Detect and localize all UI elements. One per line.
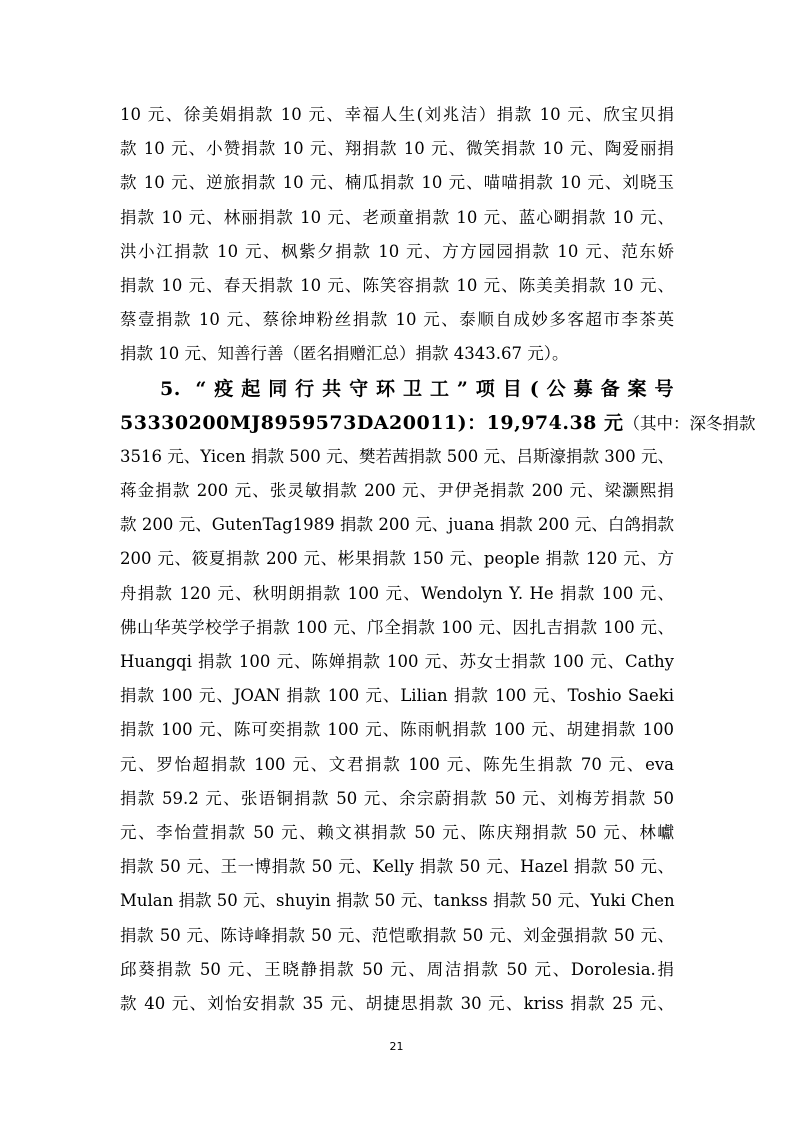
text-line: 洪小江捐款 10 元、枫紫夕捐款 10 元、方方园园捐款 10 元、范东娇 bbox=[120, 241, 674, 261]
section-heading-continued bbox=[120, 406, 756, 440]
text-line: 款 200 元、GutenTag1989 捐款 200 元、juana 捐款 200 元、白鸽捐款 bbox=[120, 515, 674, 535]
text-line: 款 40 元、刘怡安捐款 35 元、胡捷思捐款 30 元、kriss 捐款 25 元、 bbox=[120, 993, 674, 1013]
text-line: 捐款 10 元、林丽捐款 10 元、老顽童捐款 10 元、蓝心朙捐款 10 元、 bbox=[120, 207, 674, 227]
text-line: 佛山华英学校学子捐款 100 元、邝全捐款 100 元、因扎吉捐款 100 元、 bbox=[120, 617, 674, 637]
text-line: 3516 元、Yicen 捐款 500 元、樊若茜捐款 500 元、吕斯濠捐款 300 元、 bbox=[120, 446, 674, 466]
text-line: 10 元、徐美娟捐款 10 元、幸福人生(刘兆洁）捐款 10 元、欣宝贝捐 bbox=[120, 105, 674, 124]
text-line: Huangqi 捐款 100 元、陈婵捐款 100 元、苏女士捐款 100 元、Cathy bbox=[120, 652, 674, 671]
text-line: 邱葵捐款 50 元、王晓静捐款 50 元、周洁捐款 50 元、Dorolesia.捐 bbox=[120, 959, 674, 979]
text-line: Mulan 捐款 50 元、shuyin 捐款 50 元、tankss 捐款 50 元、Yuki Chen bbox=[120, 891, 675, 911]
paragraph-previous-donations bbox=[120, 98, 674, 372]
section-heading-rest: （其中：深冬捐款 bbox=[623, 413, 756, 433]
text-line: 元、罗怡超捐款 100 元、文君捐款 100 元、陈先生捐款 70 元、eva bbox=[120, 754, 674, 774]
text-line: 捐款 10 元、知善行善（匿名捐赠汇总）捐款 4343.67 元）。 bbox=[120, 344, 569, 364]
text-line: 舟捐款 120 元、秋明朗捐款 100 元、Wendolyn Y. He 捐款 100 元、 bbox=[120, 583, 674, 603]
text-line: 元、李怡萱捐款 50 元、赖文祺捐款 50 元、陈庆翔捐款 50 元、林巘 bbox=[120, 822, 674, 842]
text-line: 捐款 10 元、春天捐款 10 元、陈笑容捐款 10 元、陈美美捐款 10 元、 bbox=[120, 275, 674, 295]
section-heading-amount: 53330200MJ8959573DA20011)：19,974.38 元 bbox=[120, 411, 624, 434]
text-line: 蒋金捐款 200 元、张灵敏捐款 200 元、尹伊尧捐款 200 元、梁灏熙捐 bbox=[120, 481, 674, 501]
text-line: 蔡壹捐款 10 元、蔡徐坤粉丝捐款 10 元、泰顺自成妙多客超市李茶英 bbox=[120, 310, 674, 330]
text-line: 款 10 元、小赞捐款 10 元、翔捐款 10 元、微笑捐款 10 元、陶爱丽捐 bbox=[120, 139, 674, 159]
page-number: 21 bbox=[389, 1040, 404, 1053]
document-body bbox=[120, 98, 756, 1021]
text-line: 捐款 100 元、陈可奕捐款 100 元、陈雨帆捐款 100 元、胡建捐款 100 bbox=[120, 720, 674, 740]
text-line: 捐款 100 元、JOAN 捐款 100 元、Lilian 捐款 100 元、Toshio Saeki bbox=[120, 686, 674, 706]
text-line: 款 10 元、逆旅捐款 10 元、楠瓜捐款 10 元、喵喵捐款 10 元、刘晓玉 bbox=[120, 173, 674, 193]
text-line: 捐款 50 元、王一博捐款 50 元、Kelly 捐款 50 元、Hazel 捐款 50 元、 bbox=[120, 857, 674, 877]
text-line: 200 元、筱夏捐款 200 元、彬果捐款 150 元、people 捐款 120 元、方 bbox=[120, 549, 674, 569]
section-5 bbox=[120, 372, 756, 1022]
text-line: 捐款 50 元、陈诗峰捐款 50 元、范恺歌捐款 50 元、刘金强捐款 50 元、 bbox=[120, 925, 674, 945]
text-line: 捐款 59.2 元、张语铜捐款 50 元、余宗蔚捐款 50 元、刘梅芳捐款 50 bbox=[120, 788, 674, 808]
section-heading: 5. “疫起同行共守环卫工”项目(公募备案号 bbox=[160, 377, 674, 400]
